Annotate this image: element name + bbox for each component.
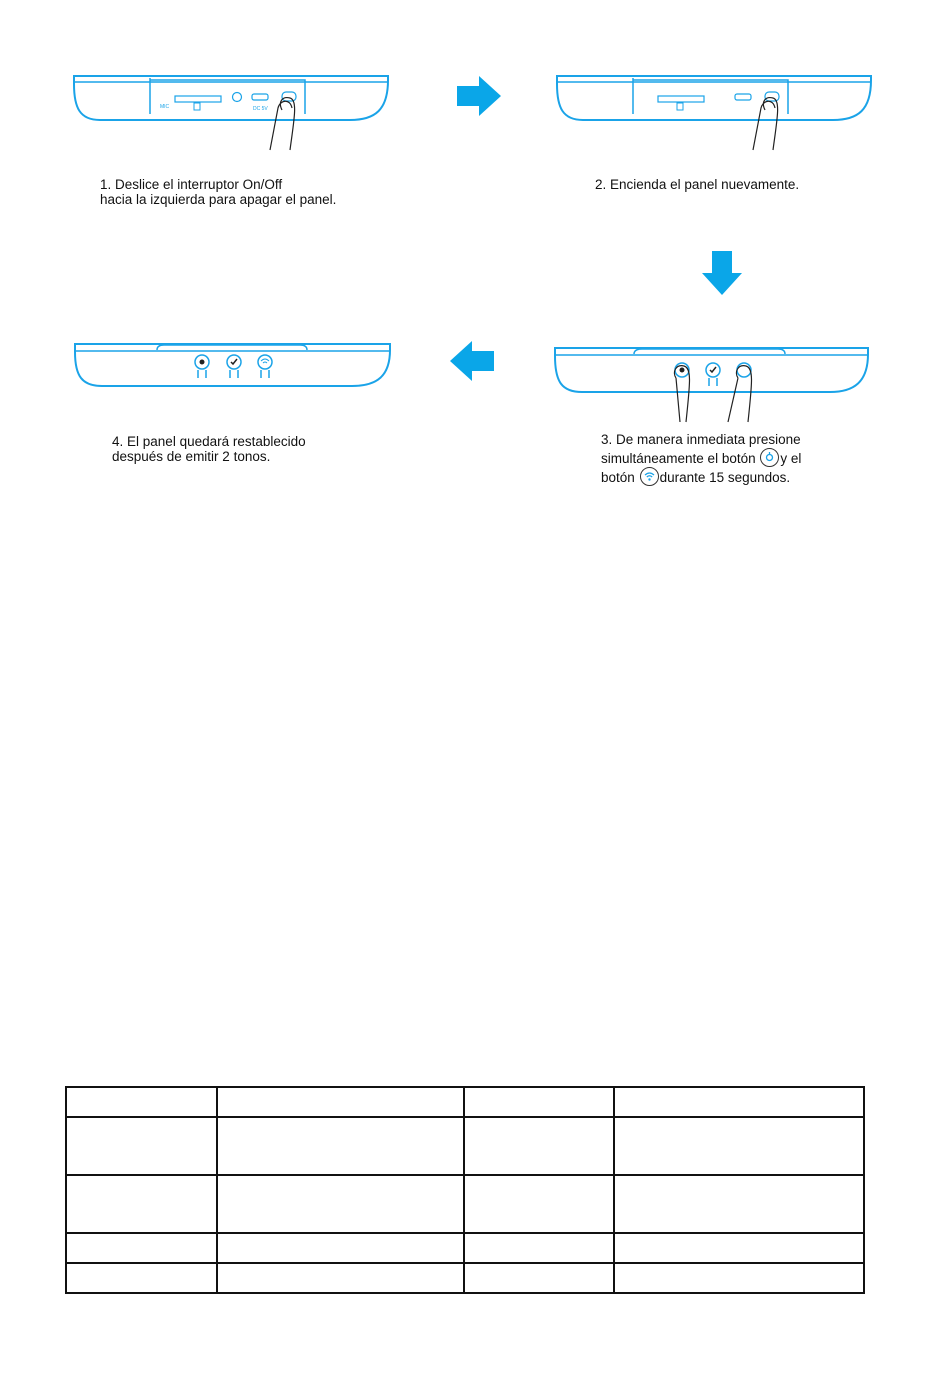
table-cell [66,1175,217,1233]
table-row [66,1117,864,1175]
table-cell [464,1233,614,1263]
step-3-line-3b: durante 15 segundos. [659,469,791,485]
device-side-step-2 [553,70,878,160]
arrow-down-icon [700,251,744,297]
step-3-line-2b: y el [780,450,802,466]
arrow-left-icon [450,340,496,382]
step-number: 1. [100,177,112,192]
table-cell [66,1233,217,1263]
dc-label: DC 5V [253,106,268,112]
table-cell [217,1087,464,1117]
table-cell [464,1175,614,1233]
device-front-step-4 [72,340,394,394]
step-2-caption [595,177,799,192]
wifi-button-icon [258,355,272,378]
step-3-line-3a: botón [601,469,635,485]
step-4-line-2: después de emitir 2 tonos. [112,449,271,464]
table-cell [217,1263,464,1293]
step-number: 4. [112,434,124,449]
table-cell [217,1117,464,1175]
wifi-button-icon [640,467,659,486]
pair-button-icon [227,355,241,378]
step-3-caption [601,432,801,486]
table-cell [464,1087,614,1117]
table-row [66,1233,864,1263]
table-cell [614,1175,864,1233]
step-1-line-2: hacia la izquierda para apagar el panel. [100,192,337,207]
table-cell [614,1233,864,1263]
table-cell [464,1263,614,1293]
table-cell [66,1117,217,1175]
reset-button-icon [760,448,779,467]
table-cell [614,1087,864,1117]
table-row [66,1263,864,1293]
table-cell [66,1087,217,1117]
table-cell [464,1117,614,1175]
table-cell [66,1263,217,1293]
arrow-right-icon [457,76,503,116]
table-cell [614,1263,864,1293]
step-2-line-1: Encienda el panel nuevamente. [610,177,800,192]
step-3-line-1: De manera inmediata presione [616,432,801,447]
step-1-line-1: Deslice el interruptor On/Off [115,177,283,192]
reset-button-icon [195,355,209,378]
step-4-caption [112,434,306,464]
device-front-step-3 [552,344,872,426]
step-1-caption [100,177,336,207]
table-cell [614,1117,864,1175]
step-4-line-1: El panel quedará restablecido [127,434,306,449]
table-row [66,1087,864,1117]
step-3-line-2a: simultáneamente el botón [601,450,756,466]
table-row [66,1175,864,1233]
mic-label: MIC [160,104,170,110]
table-cell [217,1233,464,1263]
device-side-step-1 [70,70,395,160]
step-number: 2. [595,177,607,192]
table-cell [217,1175,464,1233]
info-table [65,1086,865,1294]
step-number: 3. [601,432,613,447]
